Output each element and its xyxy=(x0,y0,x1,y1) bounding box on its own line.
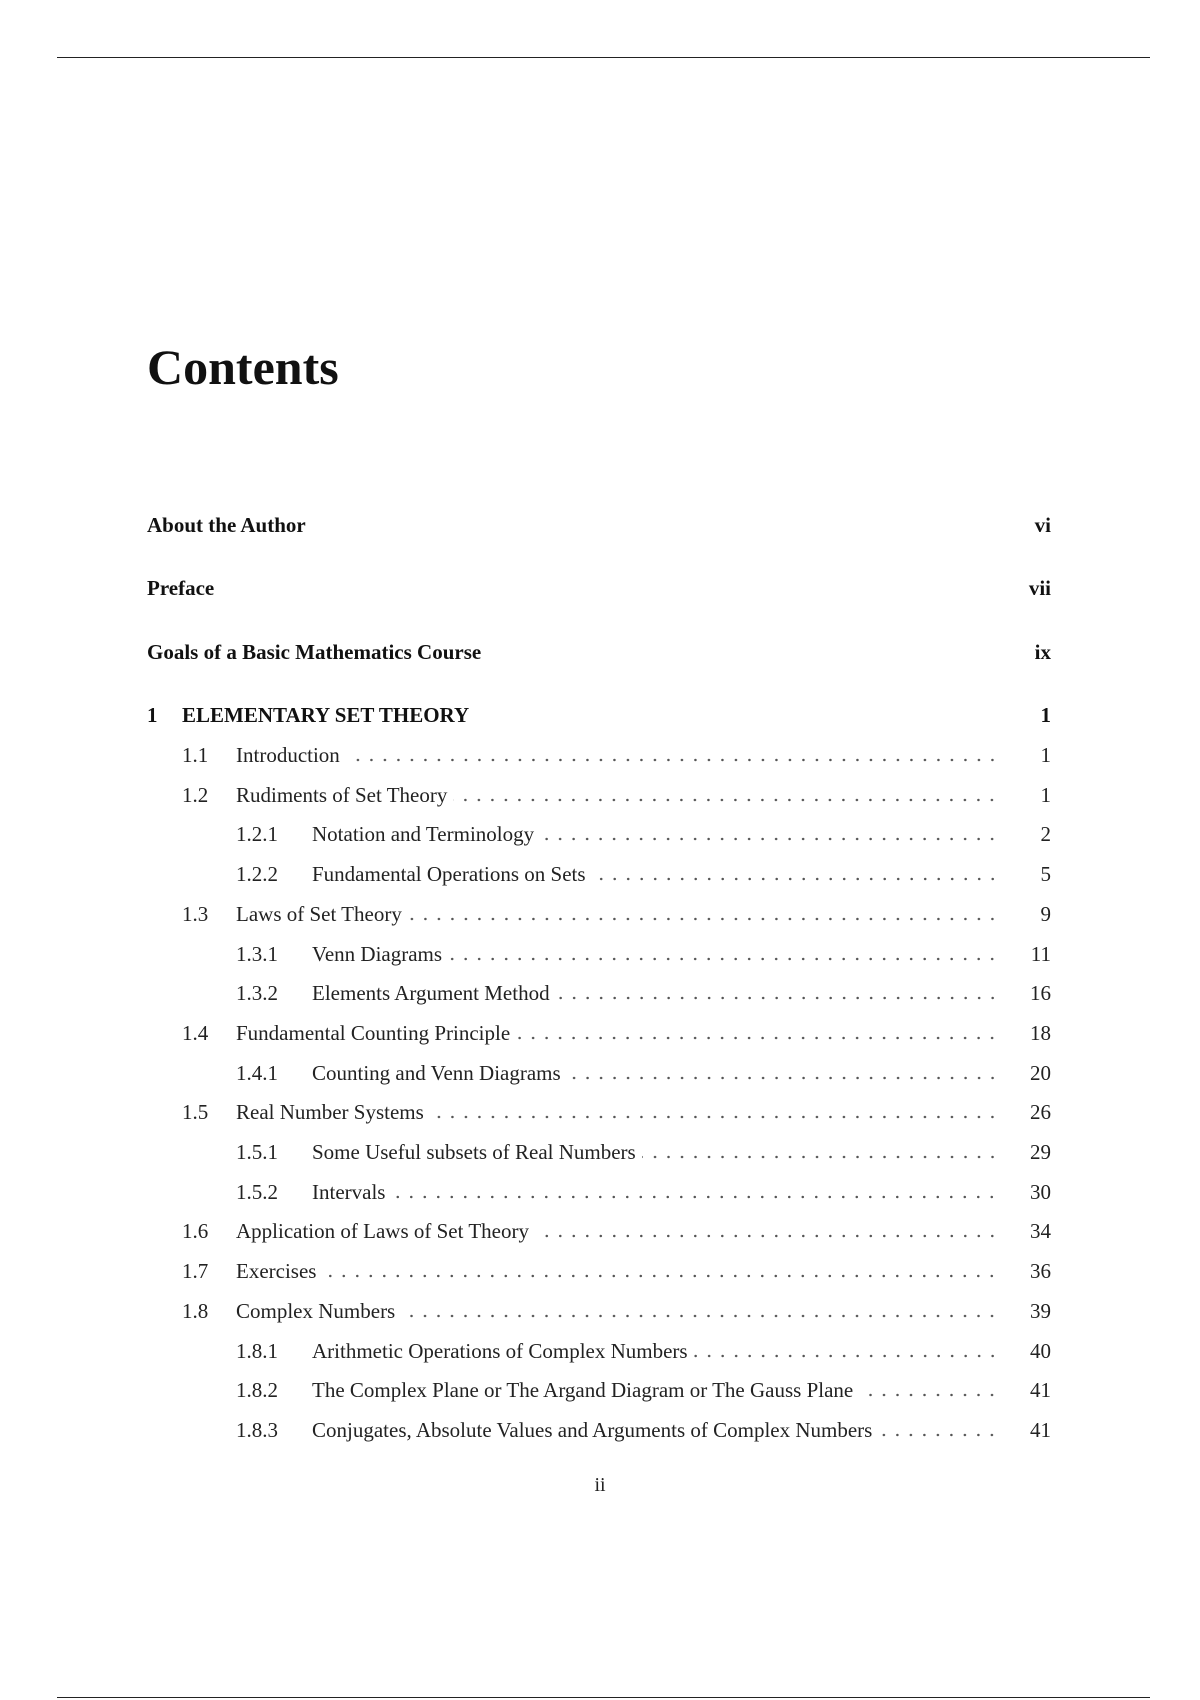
entry-number: 1.5 xyxy=(182,1100,209,1125)
entry-number: 1.8.3 xyxy=(236,1417,278,1442)
toc-entry-1-7[interactable] xyxy=(147,1258,1051,1284)
entry-title: Venn Diagrams xyxy=(312,941,443,966)
toc-entry-1-8-2[interactable] xyxy=(147,1377,1051,1403)
entry-title: Application of Laws of Set Theory xyxy=(236,1219,529,1244)
toc-entry-1-8-1[interactable] xyxy=(147,1338,1051,1364)
dot-leader xyxy=(859,1393,999,1397)
toc-chapter-1[interactable] xyxy=(147,702,1051,728)
entry-title: Laws of Set Theory xyxy=(236,901,402,926)
entry-page: 5 xyxy=(1040,862,1051,887)
entry-page: vii xyxy=(1028,576,1051,600)
dot-leader xyxy=(453,798,999,802)
chapter-title: ELEMENTARY SET THEORY xyxy=(182,703,470,727)
dot-leader xyxy=(408,917,999,921)
entry-title: Complex Numbers xyxy=(236,1298,396,1323)
entry-title: Intervals xyxy=(312,1179,386,1204)
toc-front-preface[interactable] xyxy=(147,575,1051,601)
dot-leader xyxy=(878,1433,999,1437)
entry-title: Counting and Venn Diagrams xyxy=(312,1060,561,1085)
chapter-page: 1 xyxy=(1040,703,1051,727)
entry-number: 1.8 xyxy=(182,1298,209,1323)
entry-page: 16 xyxy=(1030,981,1051,1006)
entry-title: Some Useful subsets of Real Numbers xyxy=(312,1140,636,1164)
toc-entry-1-8[interactable] xyxy=(147,1298,1051,1324)
entry-number: 1.8.2 xyxy=(236,1378,278,1403)
entry-title: Introduction xyxy=(236,743,340,767)
entry-number: 1.2.1 xyxy=(236,822,278,847)
entry-number: 1.5.1 xyxy=(236,1140,278,1164)
entry-title: Notation and Terminology xyxy=(312,822,535,847)
dot-leader xyxy=(401,1314,999,1318)
entry-page: 1 xyxy=(1040,743,1051,767)
entry-title: Real Number Systems xyxy=(236,1100,424,1125)
toc-entry-1-2-2[interactable] xyxy=(147,861,1051,887)
dot-leader xyxy=(642,1155,999,1159)
entry-title: Preface xyxy=(147,576,215,600)
toc-entry-1-3-2[interactable] xyxy=(147,980,1051,1006)
entry-page: 2 xyxy=(1040,822,1051,847)
entry-page: ix xyxy=(1034,640,1051,664)
toc-entry-1-8-3[interactable] xyxy=(147,1417,1051,1443)
header-rule xyxy=(57,57,1150,58)
entry-title: Exercises xyxy=(236,1259,317,1284)
entry-page: 36 xyxy=(1030,1259,1051,1284)
entry-page: 26 xyxy=(1030,1100,1051,1125)
toc-entry-1-3-1[interactable] xyxy=(147,941,1051,967)
dot-leader xyxy=(448,957,999,961)
page-number: ii xyxy=(594,1474,606,1496)
entry-number: 1.8.1 xyxy=(236,1338,278,1363)
entry-title: Elements Argument Method xyxy=(312,981,550,1006)
entry-page: 41 xyxy=(1030,1378,1051,1403)
chapter-number: 1 xyxy=(147,703,158,727)
entry-page: 39 xyxy=(1030,1298,1051,1323)
toc-entry-1-3[interactable] xyxy=(147,901,1051,927)
dot-leader xyxy=(556,996,999,1000)
entry-page: 11 xyxy=(1030,941,1051,966)
entry-title: About the Author xyxy=(147,513,306,537)
footer-rule xyxy=(57,1697,1150,1698)
toc-entry-1-1[interactable] xyxy=(147,742,1051,768)
toc-entry-1-2[interactable] xyxy=(147,782,1051,808)
entry-title: The Complex Plane or The Argand Diagram or The Gauss Plane xyxy=(312,1378,854,1403)
entry-page: vi xyxy=(1034,513,1051,537)
entry-page: 29 xyxy=(1030,1140,1051,1164)
entry-title: Goals of a Basic Mathematics Course xyxy=(147,640,482,664)
dot-leader xyxy=(346,758,999,762)
entry-number: 1.4.1 xyxy=(236,1060,278,1085)
dot-leader xyxy=(322,1274,999,1278)
page-title: Contents xyxy=(147,339,339,395)
toc-entry-1-5-2[interactable] xyxy=(147,1179,1051,1205)
entry-title: Conjugates, Absolute Values and Arguments of Complex Numbers xyxy=(312,1417,873,1442)
entry-number: 1.3 xyxy=(182,901,209,926)
dot-leader xyxy=(391,1195,999,1199)
entry-number: 1.6 xyxy=(182,1219,209,1244)
entry-number: 1.3.2 xyxy=(236,981,278,1006)
entry-title: Arithmetic Operations of Complex Numbers xyxy=(312,1338,688,1363)
toc-entry-1-6[interactable] xyxy=(147,1218,1051,1244)
toc-front-goals[interactable] xyxy=(147,639,1051,665)
entry-number: 1.5.2 xyxy=(236,1179,278,1204)
entry-page: 18 xyxy=(1030,1020,1051,1045)
entry-number: 1.3.1 xyxy=(236,941,278,966)
entry-page: 30 xyxy=(1030,1179,1051,1204)
entry-page: 34 xyxy=(1030,1219,1051,1244)
toc-entry-1-5[interactable] xyxy=(147,1099,1051,1125)
entry-page: 40 xyxy=(1030,1338,1051,1363)
dot-leader xyxy=(592,877,999,881)
entry-number: 1.2.2 xyxy=(236,862,278,887)
entry-title: Fundamental Counting Principle xyxy=(236,1020,511,1045)
dot-leader xyxy=(540,837,999,841)
entry-title: Rudiments of Set Theory xyxy=(236,782,448,807)
entry-number: 1.7 xyxy=(182,1259,209,1284)
dot-leader xyxy=(567,1076,999,1080)
entry-page: 1 xyxy=(1040,782,1051,807)
toc-front-about[interactable] xyxy=(147,512,1051,538)
entry-number: 1.2 xyxy=(182,782,209,807)
entry-number: 1.4 xyxy=(182,1020,209,1045)
toc-entry-1-5-1[interactable] xyxy=(147,1139,1051,1165)
entry-title: Fundamental Operations on Sets xyxy=(312,862,586,887)
entry-page: 9 xyxy=(1040,901,1051,926)
entry-page: 20 xyxy=(1030,1060,1051,1085)
dot-leader xyxy=(430,1115,999,1119)
dot-leader xyxy=(694,1354,999,1358)
toc-entry-1-2-1[interactable] xyxy=(147,821,1051,847)
dot-leader xyxy=(535,1234,999,1238)
entry-number: 1.1 xyxy=(182,743,209,767)
entry-page: 41 xyxy=(1030,1417,1051,1442)
toc-entry-1-4-1[interactable] xyxy=(147,1060,1051,1086)
dot-leader xyxy=(516,1036,999,1040)
toc-entry-1-4[interactable] xyxy=(147,1020,1051,1046)
